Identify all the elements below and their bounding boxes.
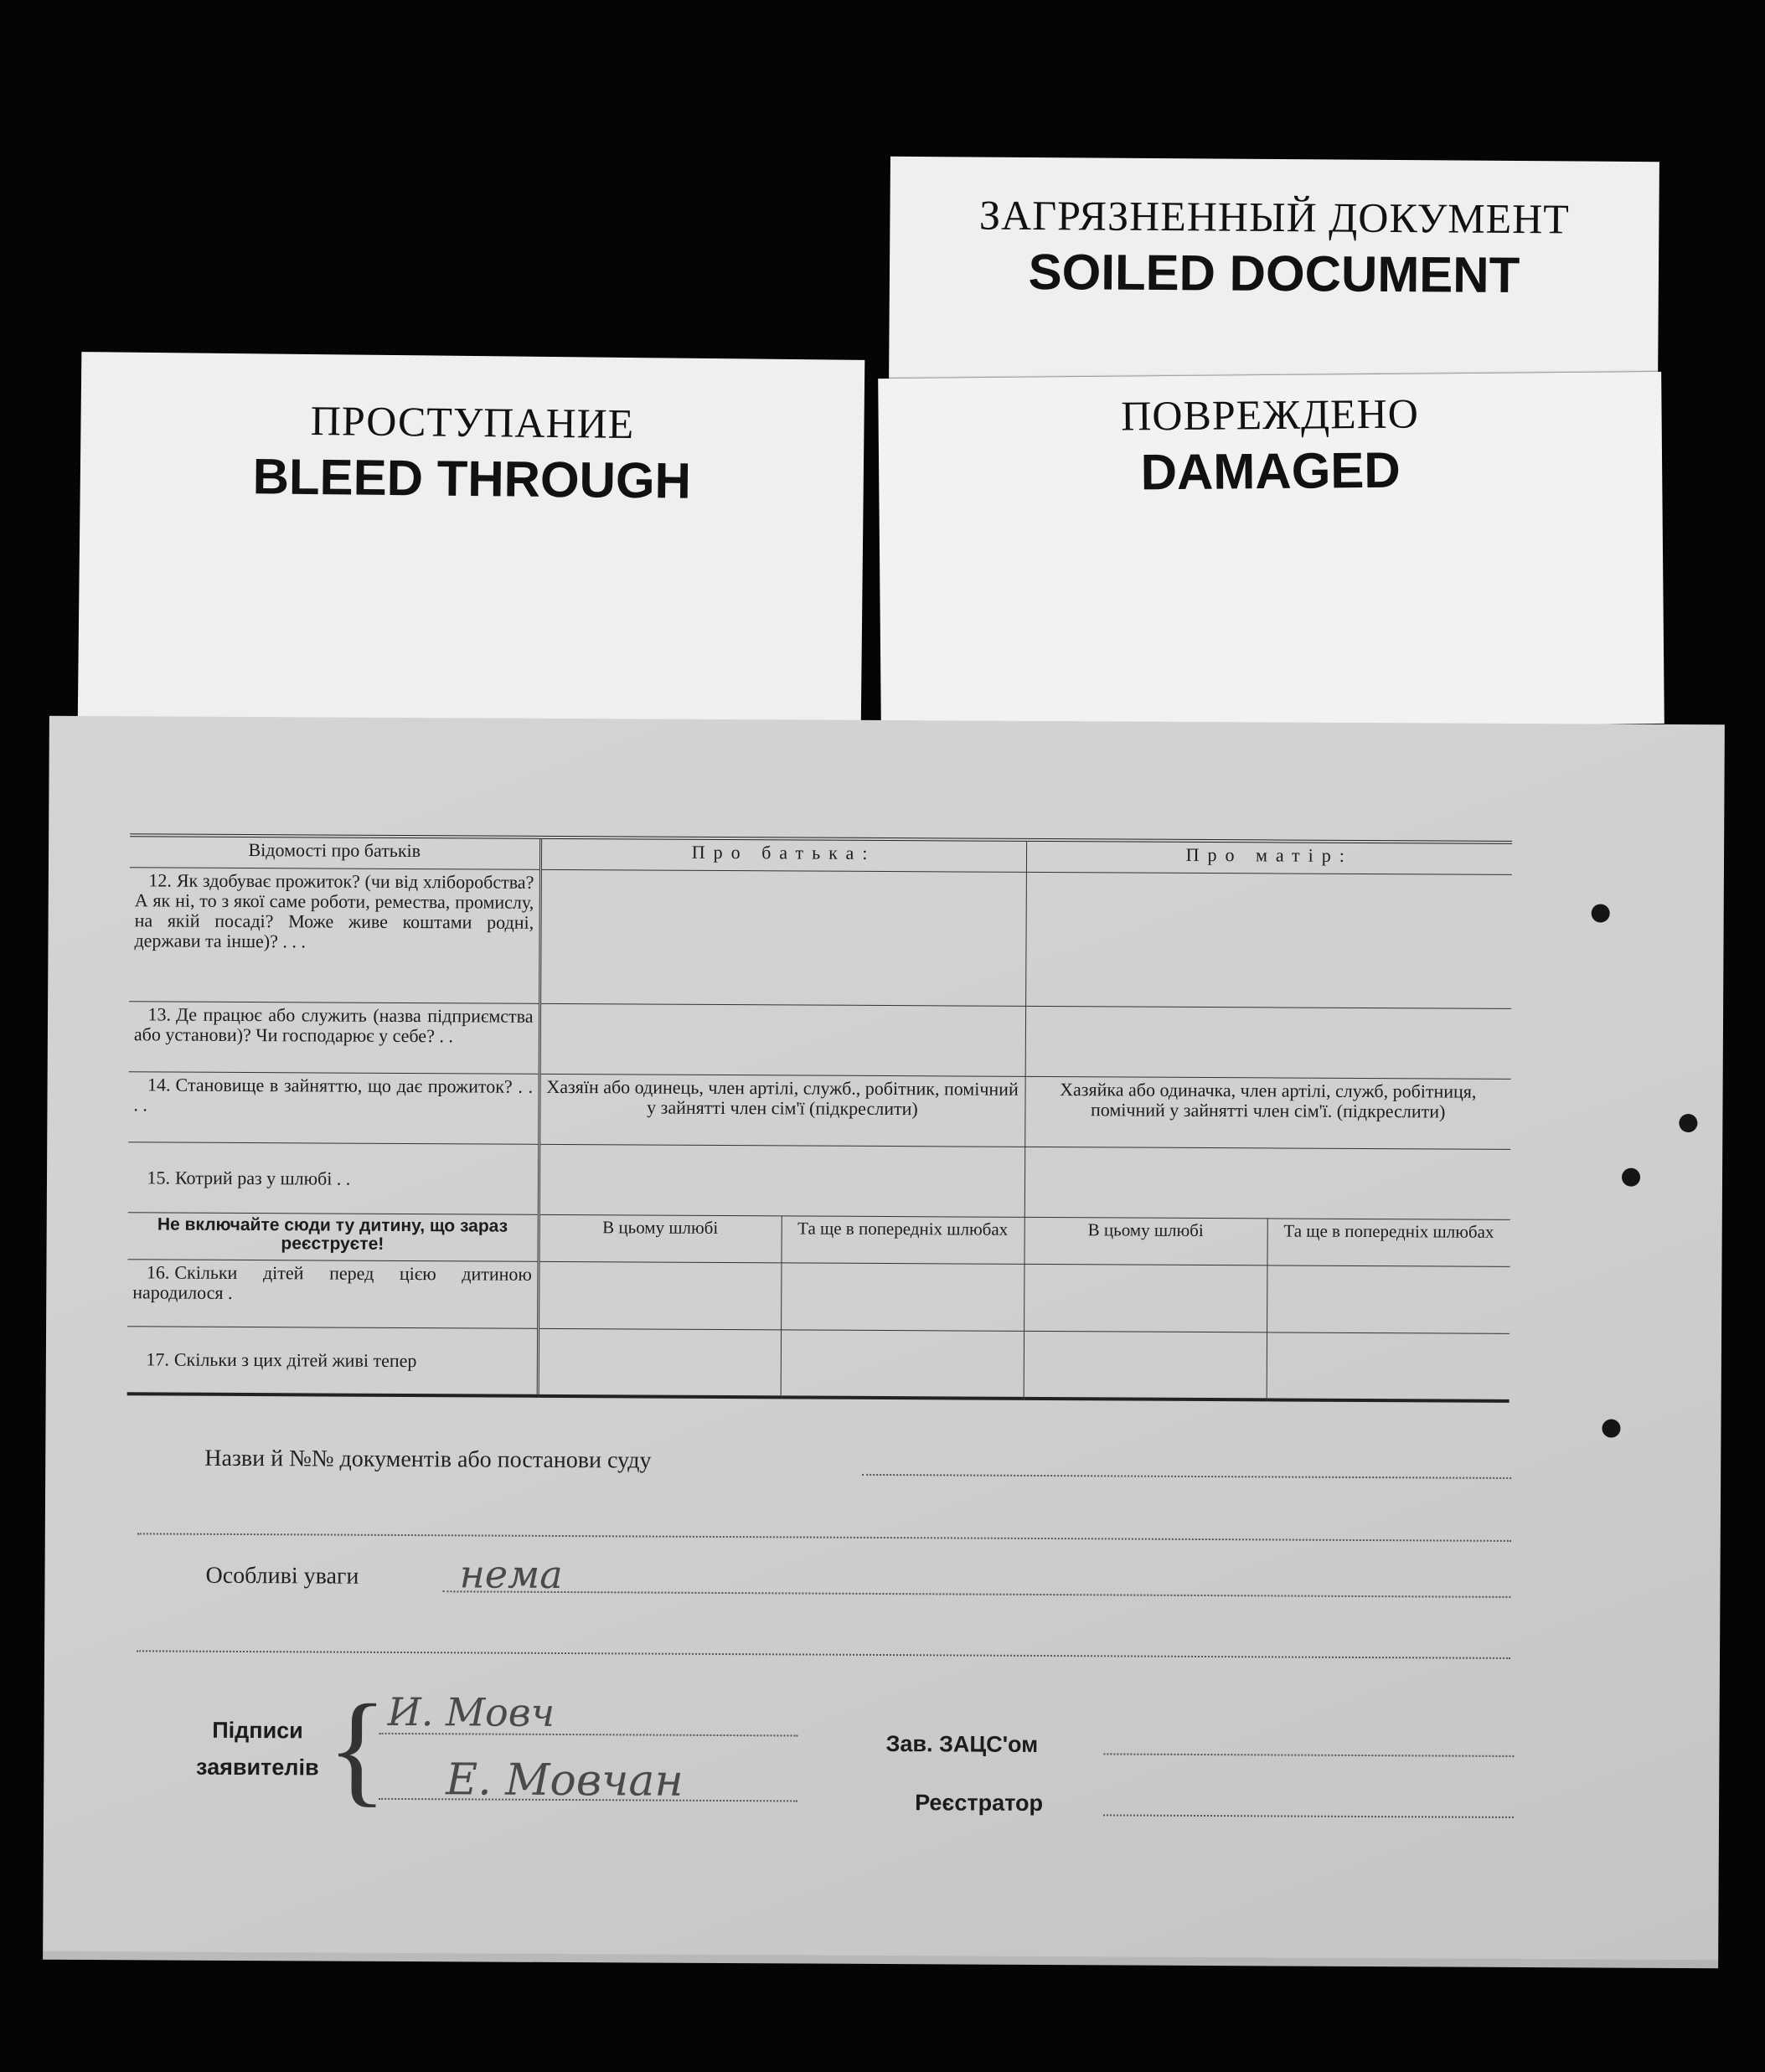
punch-hole [1622,1168,1640,1187]
question-number: 15. [147,1166,171,1188]
question-text: Котрий раз у шлюбі . . [174,1167,351,1189]
mother-previous-marriages: Та ще в попередніх шлюбах [1267,1219,1510,1267]
signatures-label: Підписи заявителів [195,1717,319,1781]
punch-hole [1602,1419,1620,1437]
documents-field-line-2[interactable] [137,1533,1511,1542]
father-this-marriage: В цьому шлюбі [538,1214,781,1263]
answer-17-mother-prev[interactable] [1267,1332,1510,1401]
soiled-label-ru: ЗАГРЯЗНЕННЫЙ ДОКУМЕНТ [978,191,1571,243]
question-number: 12. [148,869,172,891]
table-row-q14 [128,1072,1510,1150]
damaged-label-ru: ПОВРЕЖДЕНО [1121,389,1420,440]
answer-mother-15[interactable] [1024,1147,1510,1219]
table-row-q17 [127,1327,1510,1401]
question-13 [129,1002,539,1075]
header-mother: Про матір: [1026,840,1512,875]
registrar-label: Реєстратор [915,1790,1044,1817]
signature-line-1[interactable] [379,1733,798,1737]
exclude-child-note: Не включайте сюди ту дитину, що зараз реєструєте! [128,1213,539,1262]
signature-2: Е. Мовчан [446,1755,684,1807]
answer-mother-13[interactable] [1025,1006,1511,1079]
question-text: Де працює або служить (назва підприємства або установи)? Чи господарює у себе? . . [133,1003,534,1047]
answer-father-15[interactable] [539,1144,1024,1217]
table-row-q12 [129,868,1512,1009]
damaged-label-en: DAMAGED [1140,441,1401,501]
table-subheader-row [128,1213,1510,1267]
answer-17-father-prev[interactable] [781,1330,1024,1399]
question-text: Становище в зайняттю, що дає прожиток? . . . . [133,1074,534,1116]
damaged-label [878,372,1664,730]
bleed-label-ru: ПРОСТУПАНИЕ [310,396,635,448]
answer-16-mother-prev[interactable] [1267,1265,1510,1334]
question-text: Скільки дітей перед цією дитиною народилося . [132,1261,532,1303]
answer-16-father-prev[interactable] [781,1263,1024,1332]
documents-field[interactable] [862,1474,1511,1479]
table-row-q15 [128,1142,1510,1220]
remarks-field-line-2[interactable] [137,1650,1510,1659]
answer-17-father-this[interactable] [538,1328,781,1397]
table-row-q16 [127,1260,1510,1334]
father-previous-marriages: Та ще в попередніх шлюбах [781,1216,1024,1265]
punch-hole [1592,904,1610,922]
soiled-label-en: SOILED DOCUMENT [1028,243,1520,304]
registrar-field[interactable] [1103,1814,1514,1818]
parents-info-table [127,833,1513,1402]
question-number: 17. [146,1348,169,1370]
header-parents-info: Відомості про батьків [130,835,540,869]
punch-hole [1679,1114,1697,1132]
soiled-document-label [889,157,1659,388]
answer-father-14[interactable]: Хазяїн або одинець, член артілі, служб., робітник, помічний у зайнятті член сім'ї (підкреслити) [539,1074,1024,1147]
remarks-label: Особливі уваги [205,1562,359,1590]
registry-head-label: Зав. ЗАЦС'ом [885,1731,1039,1757]
question-number: 16. [146,1261,170,1283]
question-number: 13. [147,1003,172,1025]
question-17 [127,1327,538,1396]
answer-mother-12[interactable] [1025,872,1512,1008]
answer-16-father-this[interactable] [538,1261,781,1330]
documents-label: Назви й №№ документів або постанови суду [204,1445,652,1474]
header-father: Про батька: [540,838,1026,873]
question-16 [127,1260,538,1329]
registry-head-field[interactable] [1103,1753,1514,1757]
remarks-field[interactable] [442,1590,1510,1598]
question-14 [128,1072,539,1145]
registration-form [43,716,1725,1968]
signature-brace: { [327,1678,388,1818]
mother-this-marriage: В цьому шлюбі [1024,1217,1267,1265]
answer-17-mother-this[interactable] [1024,1331,1267,1399]
table-row-q13 [129,1002,1511,1080]
question-12 [129,868,540,1004]
question-text: Як здобуває прожиток? (чи від хліборобства? А як ні, то з якої саме роботи, ремества, промислу, на якій посаді? Може живе коштами родні, держави та інше)? . . . [134,869,534,952]
question-15 [128,1142,539,1215]
question-number: 14. [147,1074,171,1095]
answer-father-12[interactable] [539,869,1026,1006]
remarks-handwritten-value: нема [459,1551,563,1597]
answer-father-13[interactable] [539,1003,1025,1076]
bleed-label-en: BLEED THROUGH [252,448,692,509]
answer-16-mother-this[interactable] [1024,1264,1267,1332]
signature-1: И. Мовч [387,1688,555,1735]
bleed-through-label [78,352,865,737]
answer-mother-14[interactable]: Хазяйка або одиначка, член артілі, служб, робітниця, помічний у зайнятті член сім'ї. (підкреслити) [1024,1076,1510,1149]
question-text: Скільки з цих дітей живі тепер [173,1348,417,1371]
